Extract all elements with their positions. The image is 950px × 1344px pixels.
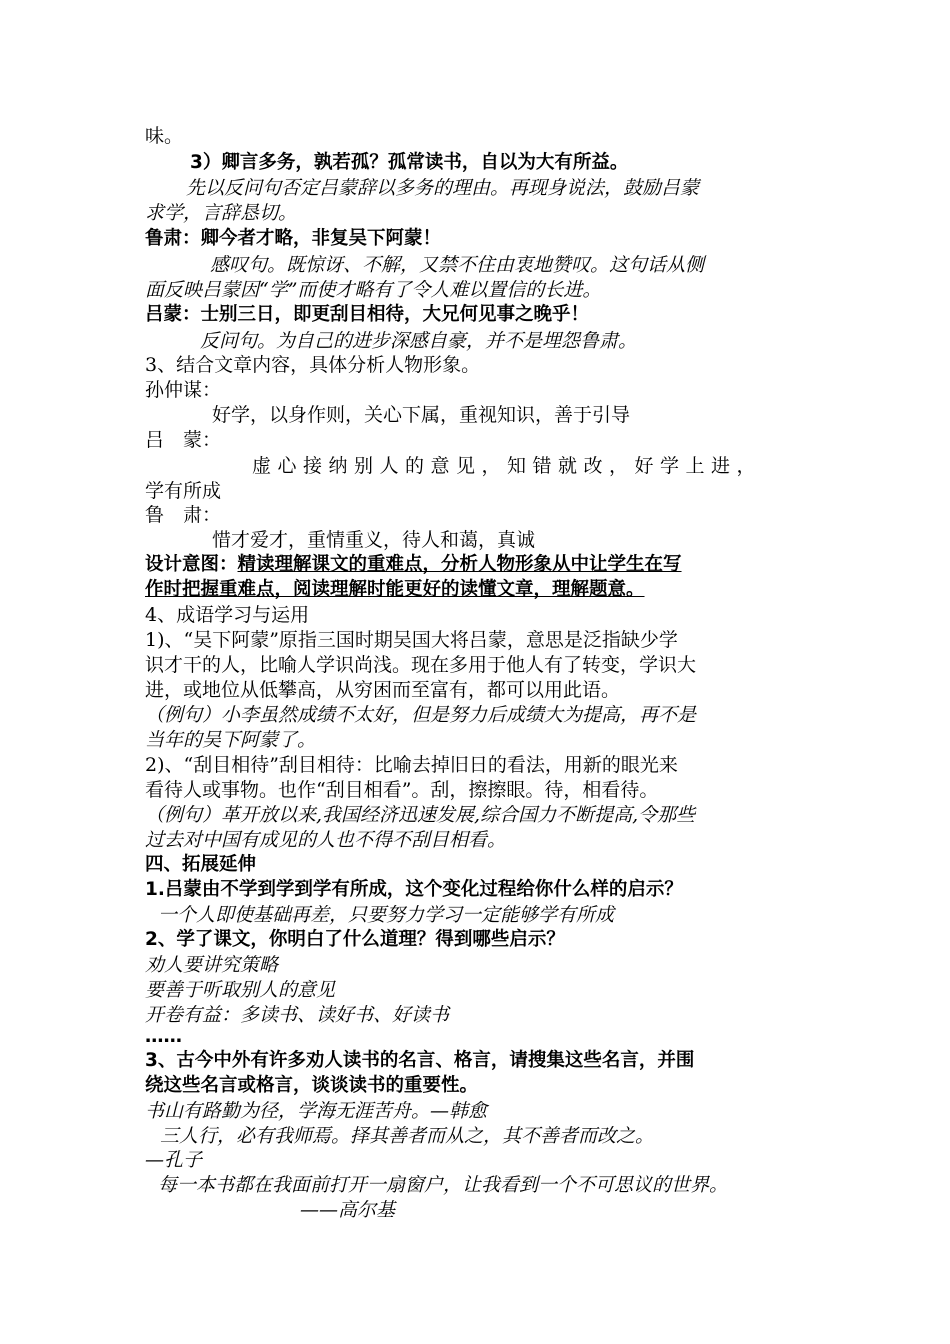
- text-line: 惜才爱才，重情重义，待人和蔼，真诚: [212, 529, 536, 551]
- text-line: 鲁肃：卿今者才略，非复吴下阿蒙！: [145, 228, 442, 249]
- text-line: 虚心接纳别人的意见，知错就改，好学上进，: [252, 455, 763, 477]
- text-line: 2、学了课文，你明白了什么道理？得到哪些启示？: [145, 929, 565, 950]
- text-line: 吕 蒙：: [145, 429, 222, 451]
- design-intent-text: 精读理解课文的重难点，分析人物形象从中让学生在写: [237, 554, 682, 575]
- text-line: 3、古今中外有许多劝人读书的名言、格言，请搜集这些名言，并围: [145, 1050, 695, 1071]
- text-line: [145, 552, 810, 578]
- text-line: （例句）革开放以来,我国经济迅速发展,综合国力不断提高,令那些: [145, 804, 696, 826]
- design-intent-label: 设计意图：: [145, 554, 238, 575]
- text-line: 鲁 肃：: [145, 504, 222, 526]
- text-line: 作时把握重难点，阅读理解时能更好的读懂文章，理解题意。: [145, 579, 645, 600]
- text-line: 感叹句。既惊讶、不解，又禁不住由衷地赞叹。这句话从侧: [210, 254, 705, 276]
- text-line: 过去对中国有成见的人也不得不刮目相看。: [145, 829, 507, 851]
- text-line: 3）卿言多务，孰若孤？孤常读书，自以为大有所益。: [190, 152, 629, 173]
- text-line: ——高尔基: [300, 1199, 396, 1221]
- text-line: 开卷有益：多读书、读好书、好读书: [145, 1004, 450, 1026]
- text-line: 面反映吕蒙因“学”而使才略有了令人难以置信的长进。: [145, 279, 602, 301]
- text-line: 先以反问句否定吕蒙辞以多务的理由。再现身说法，鼓励吕蒙: [186, 177, 700, 199]
- text-line: 每一本书都在我面前打开一扇窗户，让我看到一个不可思议的世界。: [158, 1174, 729, 1196]
- text-line: 2)、“刮目相待”刮目相待：比喻去掉旧日的看法，用新的眼光来: [145, 754, 678, 776]
- text-line: 识才干的人，比喻人学识尚浅。现在多用于他人有了转变，学识大: [145, 654, 697, 676]
- text-line: ……: [145, 1026, 182, 1047]
- text-line: 三人行，必有我师焉。择其善者而从之，其不善者而改之。: [160, 1125, 655, 1147]
- text-line: 味。: [145, 125, 184, 147]
- text-line: 看待人或事物。也作“刮目相看”。刮，擦擦眼。待，相看待。: [145, 779, 659, 801]
- text-line: 反问句。为自己的进步深感自豪，并不是埋怨鲁肃。: [200, 330, 638, 352]
- text-line: 一个人即使基础再差，只要努力学习一定能够学有所成: [158, 904, 615, 926]
- text-line: 劝人要讲究策略: [145, 954, 279, 976]
- text-line: 吕蒙：士别三日，即更刮目相待，大兄何见事之晚乎！: [145, 304, 590, 325]
- text-line: 进，或地位从低攀高，从穷困而至富有，都可以用此语。: [145, 679, 621, 701]
- text-line: 学有所成: [145, 480, 222, 502]
- text-line: 孙仲谋：: [145, 379, 222, 401]
- text-line: 书山有路勤为径，学海无涯苦舟。—韩愈: [145, 1100, 488, 1122]
- text-line: 要善于听取别人的意见: [145, 979, 336, 1001]
- text-line: —孔子: [145, 1149, 203, 1171]
- text-line: 3、结合文章内容，具体分析人物形象。: [145, 354, 481, 376]
- text-line: 4、成语学习与运用: [145, 604, 310, 626]
- text-line: 1)、“吴下阿蒙”原指三国时期吴国大将吕蒙，意思是泛指缺少学: [145, 629, 678, 651]
- text-line: （例句）小李虽然成绩不太好，但是努力后成绩大为提高，再不是: [145, 704, 697, 726]
- section-heading: 四、拓展延伸: [145, 854, 257, 875]
- text-line: 求学，言辞恳切。: [145, 202, 298, 224]
- text-line: 好学，以身作则，关心下属，重视知识，善于引导: [212, 404, 631, 426]
- text-line: 1.吕蒙由不学到学到学有所成，这个变化过程给你什么样的启示？: [145, 879, 683, 900]
- text-line: 绕这些名言或格言，谈谈读书的重要性。: [145, 1075, 479, 1096]
- text-line: 当年的吴下阿蒙了。: [145, 729, 317, 751]
